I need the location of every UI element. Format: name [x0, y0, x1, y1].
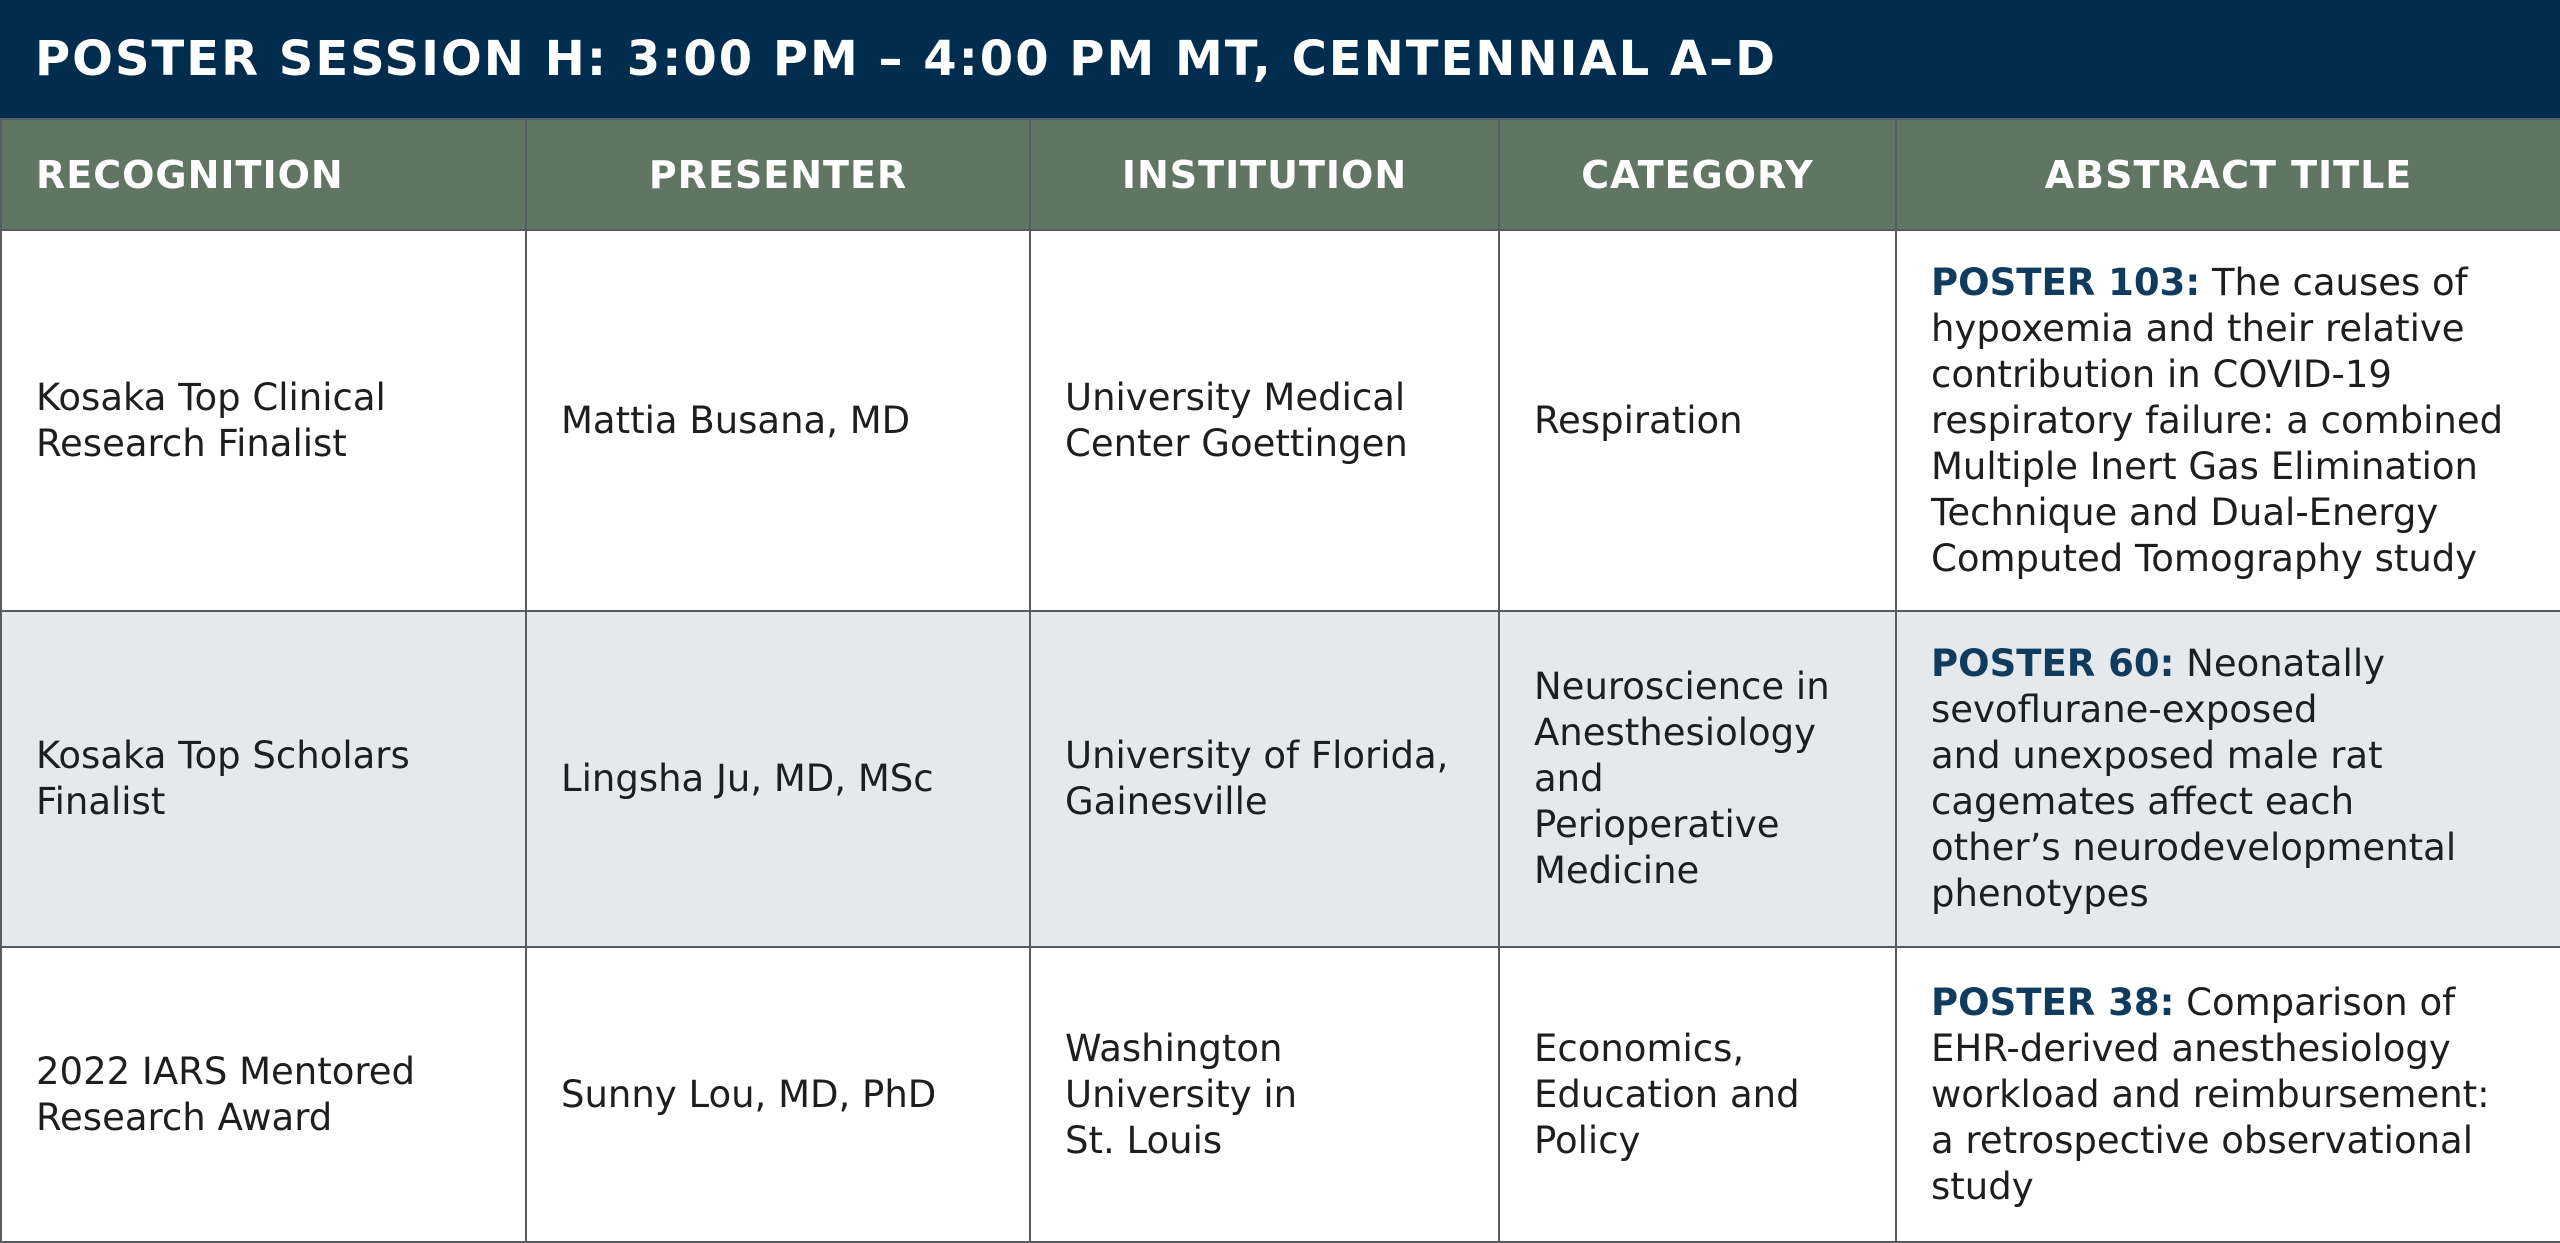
poster-number-label: POSTER 103: — [1931, 260, 2201, 304]
category-name: Economics, Education and Policy — [1534, 1026, 1800, 1162]
abstract-title-cell — [1896, 230, 2560, 611]
abstract-title-cell — [1896, 947, 2560, 1242]
recognition-text: 2022 IARS Mentored Research Award — [36, 1049, 416, 1139]
recognition-cell — [1, 230, 526, 611]
category-cell — [1499, 611, 1896, 947]
presenter-cell — [526, 230, 1030, 611]
abstract-title-cell — [1896, 611, 2560, 947]
recognition-cell — [1, 611, 526, 947]
abstract-title-text: The causes of hypoxemia and their relative contribution in COVID-19 respiratory failure: a combined Multiple Inert Gas Elimination Technique and Dual-Energy Computed Tomography study — [1931, 260, 2504, 580]
poster-number-label: POSTER 60: — [1931, 642, 2175, 685]
column-header-abstract-title: ABSTRACT TITLE — [1896, 119, 2560, 230]
column-header-recognition: RECOGNITION — [1, 119, 526, 230]
category-cell — [1499, 230, 1896, 611]
column-header-category: CATEGORY — [1499, 119, 1896, 230]
institution-cell — [1030, 947, 1499, 1242]
poster-session-table — [0, 118, 2560, 1243]
table-row — [1, 611, 2560, 947]
institution-name: University Medical Center Goettingen — [1065, 375, 1408, 465]
presenter-cell — [526, 947, 1030, 1242]
institution-name: University of Florida, Gainesville — [1065, 734, 1449, 823]
recognition-text: Kosaka Top Clinical Research Finalist — [36, 375, 386, 465]
table-header-row — [1, 119, 2560, 230]
column-header-institution: INSTITUTION — [1030, 119, 1499, 230]
recognition-text: Kosaka Top Scholars Finalist — [36, 734, 410, 823]
abstract-title-text: Comparison of EHR-derived anesthesiology workload and reimbursement: a retrospective observational study — [1931, 980, 2490, 1208]
presenter-name: Sunny Lou, MD, PhD — [561, 1072, 937, 1116]
category-name: Neuroscience in Anesthesiology and Perioperative Medicine — [1534, 665, 1830, 892]
poster-number-label: POSTER 38: — [1931, 980, 2175, 1024]
presenter-cell — [526, 611, 1030, 947]
page-title: POSTER SESSION H: 3:00 PM – 4:00 PM MT, CENTENNIAL A–D — [35, 31, 1777, 87]
presenter-name: Lingsha Ju, MD, MSc — [561, 757, 934, 800]
category-name: Respiration — [1534, 398, 1743, 442]
abstract-title-text: Neonatally sevoflurane-exposed and unexposed male rat cagemates affect each other’s neurodevelopmental phenotypes — [1931, 642, 2457, 915]
institution-name: Washington University in St. Louis — [1065, 1026, 1298, 1162]
institution-cell — [1030, 230, 1499, 611]
recognition-cell — [1, 947, 526, 1242]
title-bar — [0, 0, 2560, 118]
institution-cell — [1030, 611, 1499, 947]
presenter-name: Mattia Busana, MD — [561, 398, 911, 442]
table-row — [1, 230, 2560, 611]
column-header-presenter: PRESENTER — [526, 119, 1030, 230]
category-cell — [1499, 947, 1896, 1242]
table-row — [1, 947, 2560, 1242]
